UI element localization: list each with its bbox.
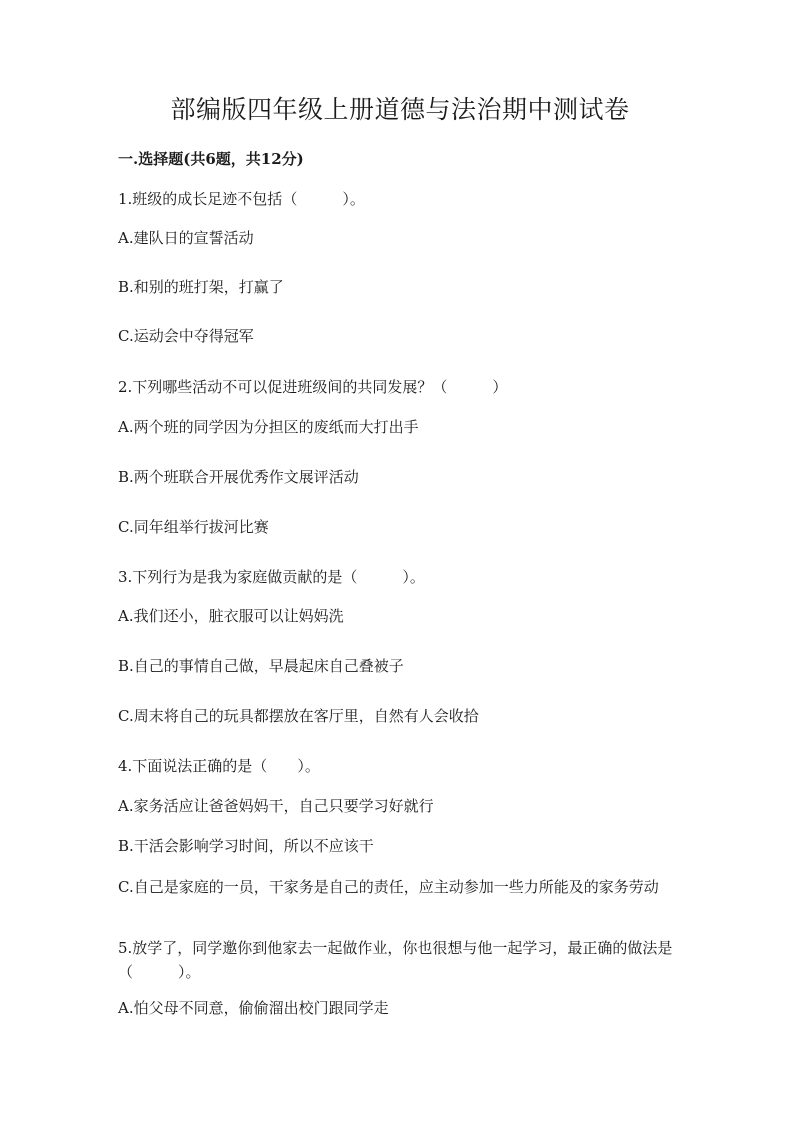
question-5-stem: 5.放学了，同学邀你到他家去一起做作业，你也很想与他一起学习，最正确的做法是（ ）。 bbox=[118, 939, 673, 981]
question-2-option-c: C.同年组举行拔河比赛 bbox=[118, 518, 269, 536]
question-1-option-b: B.和别的班打架，打赢了 bbox=[118, 278, 284, 296]
question-1-option-c: C.运动会中夺得冠军 bbox=[118, 327, 254, 345]
question-3-option-b: B.自己的事情自己做，早晨起床自己叠被子 bbox=[118, 657, 404, 675]
question-1-stem: 1.班级的成长足迹不包括（ ）。 bbox=[118, 190, 365, 208]
question-2-option-b: B.两个班联合开展优秀作文展评活动 bbox=[118, 468, 359, 486]
question-3-stem: 3.下列行为是我为家庭做贡献的是（ ）。 bbox=[118, 568, 425, 586]
page-title: 部编版四年级上册道德与法治期中测试卷 bbox=[170, 95, 630, 124]
question-1-option-a: A.建队日的宣誓活动 bbox=[118, 229, 254, 247]
question-2-option-a: A.两个班的同学因为分担区的废纸而大打出手 bbox=[118, 418, 419, 436]
question-4-stem: 4.下面说法正确的是（ ）。 bbox=[118, 757, 320, 775]
section-heading: 一.选择题(共6题，共12分) bbox=[118, 150, 304, 168]
question-4-option-a: A.家务活应让爸爸妈妈干，自己只要学习好就行 bbox=[118, 797, 434, 815]
question-2-stem: 2.下列哪些活动不可以促进班级间的共同发展？（ ） bbox=[118, 378, 508, 396]
question-3-option-c: C.周末将自己的玩具都摆放在客厅里，自然有人会收拾 bbox=[118, 707, 479, 725]
question-3-option-a: A.我们还小，脏衣服可以让妈妈洗 bbox=[118, 607, 344, 625]
question-4-option-c: C.自己是家庭的一员，干家务是自己的责任，应主动参加一些力所能及的家务劳动 bbox=[118, 878, 659, 896]
question-4-option-b: B.干活会影响学习时间，所以不应该干 bbox=[118, 837, 374, 855]
question-5-option-a: A.怕父母不同意，偷偷溜出校门跟同学走 bbox=[118, 999, 389, 1017]
